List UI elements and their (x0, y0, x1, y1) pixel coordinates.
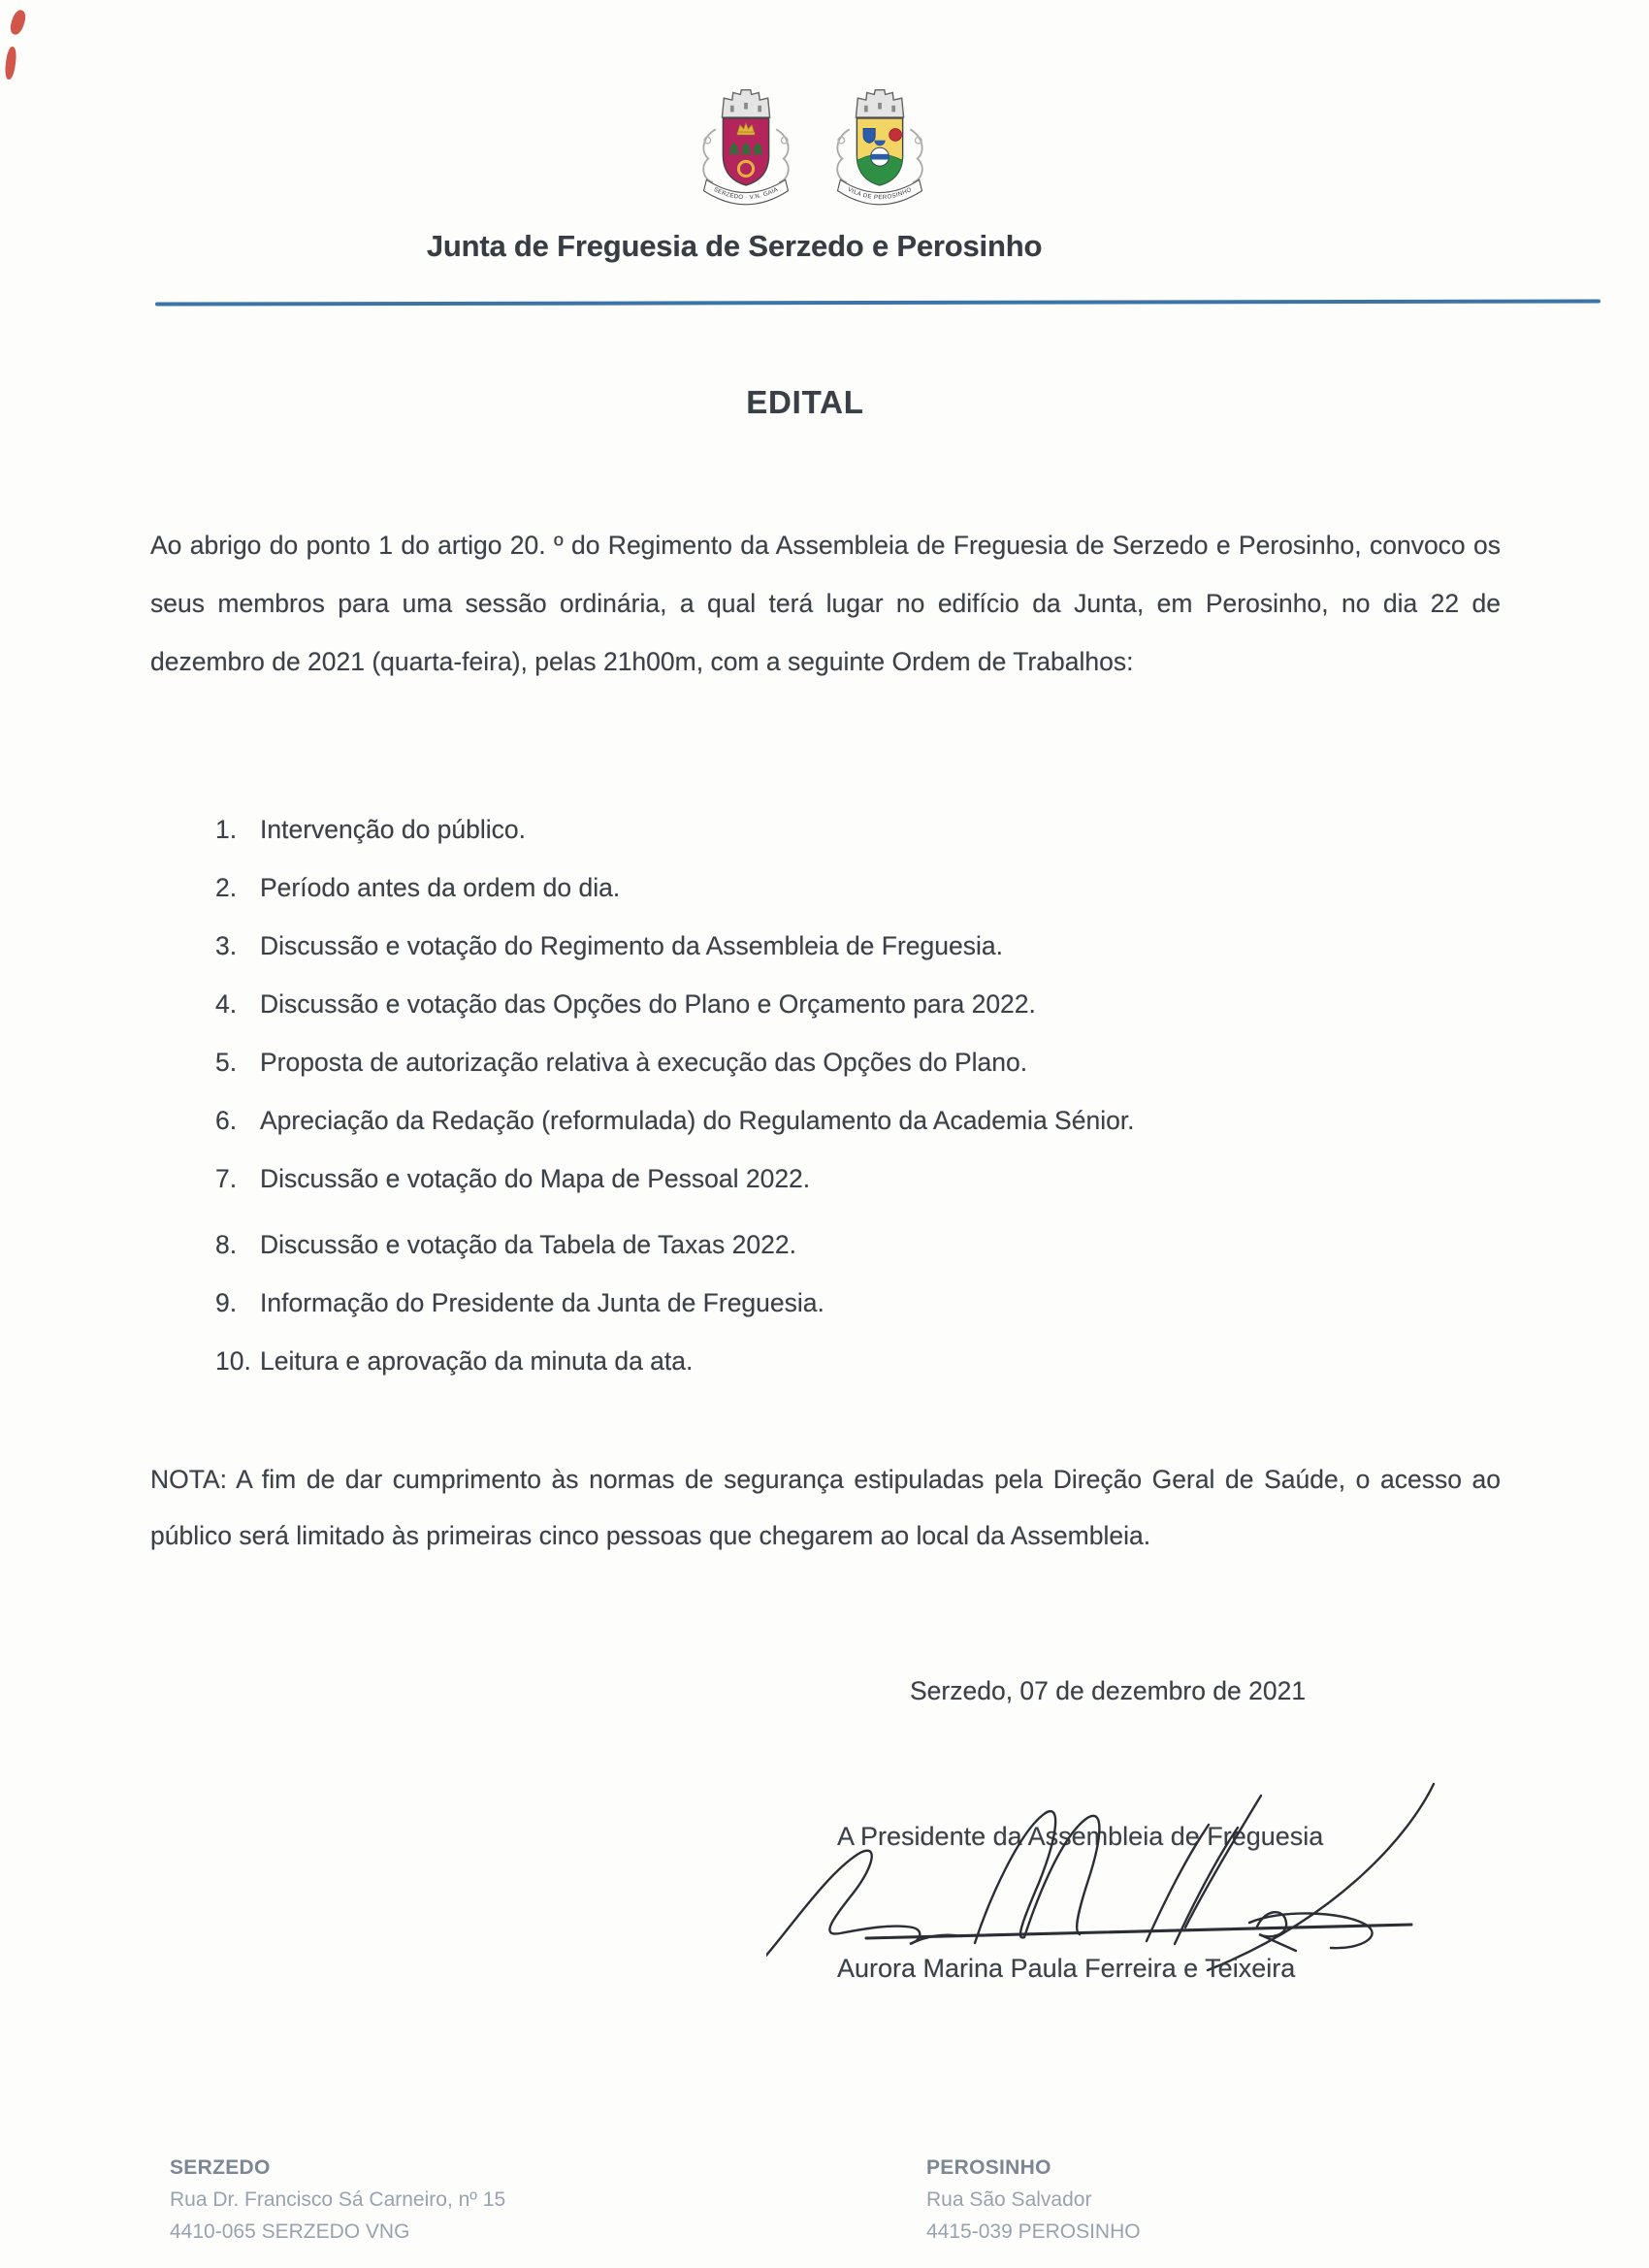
footer-serzedo-title: SERZEDO (170, 2156, 271, 2179)
agenda-item (215, 800, 1418, 859)
perosinho-coat-of-arms-icon (829, 85, 930, 217)
agenda-item (215, 1033, 1418, 1091)
intro-paragraph: Ao abrigo do ponto 1 do artigo 20. º do Regimento da Assembleia de Freguesia de Serzedo e Perosinho, convoco os seus membros para uma sessão ordinária, a qual terá lugar no edifício da Junta, em Perosinho, no dia 22 de dezembro de 2021 (quarta-feira), pelas 21h00m, com a seguinte Ordem de Trabalhos: (150, 531, 1501, 676)
agenda-item-number: 7. (215, 1164, 238, 1193)
footer-perosinho-line2: 4415-039 PEROSINHO (926, 2220, 1141, 2243)
agenda-item-number: 2. (215, 873, 238, 902)
agenda-item-number: 8. (215, 1230, 238, 1259)
agenda-item-text: Informação do Presidente da Junta de Freguesia. (260, 1288, 824, 1317)
agenda-item-text: Discussão e votação do Regimento da Assembleia de Freguesia. (260, 931, 1003, 960)
header-emblems (695, 85, 930, 217)
agenda-item-text: Discussão e votação da Tabela de Taxas 2022. (260, 1230, 796, 1259)
agenda-item (215, 917, 1418, 975)
footer-serzedo-line2: 4410-065 SERZEDO VNG (170, 2220, 410, 2243)
dateline: Serzedo, 07 de dezembro de 2021 (910, 1676, 1307, 1705)
scan-artifact-red-mark (8, 9, 27, 37)
serzedo-banner-text: SERZEDO · V.N. GAIA (712, 185, 780, 202)
agenda-item-text: Intervenção do público. (260, 815, 527, 844)
scan-artifact-red-mark (4, 47, 17, 81)
doc-title: EDITAL (746, 384, 864, 420)
agenda-item-text: Proposta de autorização relativa à execução das Opções do Plano. (260, 1048, 1028, 1077)
perosinho-banner-text: VILA DE PEROSINHO (846, 185, 914, 202)
agenda-item-number: 6. (215, 1106, 238, 1135)
serzedo-coat-of-arms-icon (695, 85, 796, 217)
agenda-item-text: Apreciação da Redação (reformulada) do Regulamento da Academia Sénior. (260, 1106, 1135, 1135)
agenda-item-text: Discussão e votação das Opções do Plano e Orçamento para 2022. (260, 989, 1036, 1019)
note-paragraph: NOTA: A fim de dar cumprimento às normas de segurança estipuladas pela Direção Geral de Saúde, o acesso ao público será limitado às primeiras cinco pessoas que chegarem ao local da Assembleia. (150, 1465, 1501, 1550)
agenda-item (215, 1215, 1418, 1274)
header-divider-rule (155, 299, 1600, 306)
agenda-item (215, 1274, 1418, 1332)
agenda-item (215, 1332, 1418, 1390)
agenda-item (215, 1150, 1418, 1208)
org-title: Junta de Freguesia de Serzedo e Perosinho (426, 229, 1043, 263)
signature-role: A Presidente da Assembleia de Freguesia (837, 1822, 1324, 1851)
agenda-item-number: 9. (215, 1288, 238, 1317)
footer-serzedo-address (170, 2152, 505, 2248)
agenda-item-number: 3. (215, 931, 238, 960)
agenda-item-number: 10. (215, 1346, 251, 1376)
footer-perosinho-line1: Rua São Salvador (926, 2188, 1092, 2211)
footer-perosinho-address (926, 2152, 1141, 2248)
agenda-item-text: Discussão e votação do Mapa de Pessoal 2022. (260, 1164, 811, 1193)
footer-perosinho-title: PEROSINHO (926, 2156, 1051, 2179)
footer-serzedo-line1: Rua Dr. Francisco Sá Carneiro, nº 15 (170, 2188, 506, 2211)
agenda-item-number: 4. (215, 989, 238, 1019)
agenda-list (215, 800, 1418, 1390)
signatory-name: Aurora Marina Paula Ferreira e Teixeira (837, 1954, 1296, 1983)
agenda-item-text: Leitura e aprovação da minuta da ata. (260, 1346, 694, 1376)
agenda-item (215, 975, 1418, 1033)
agenda-item (215, 859, 1418, 917)
handwritten-signature-scrawl (766, 1780, 1445, 1979)
agenda-item-text: Período antes da ordem do dia. (260, 873, 621, 902)
agenda-item (215, 1091, 1418, 1150)
agenda-item-number: 5. (215, 1048, 238, 1077)
agenda-item-number: 1. (215, 815, 238, 844)
